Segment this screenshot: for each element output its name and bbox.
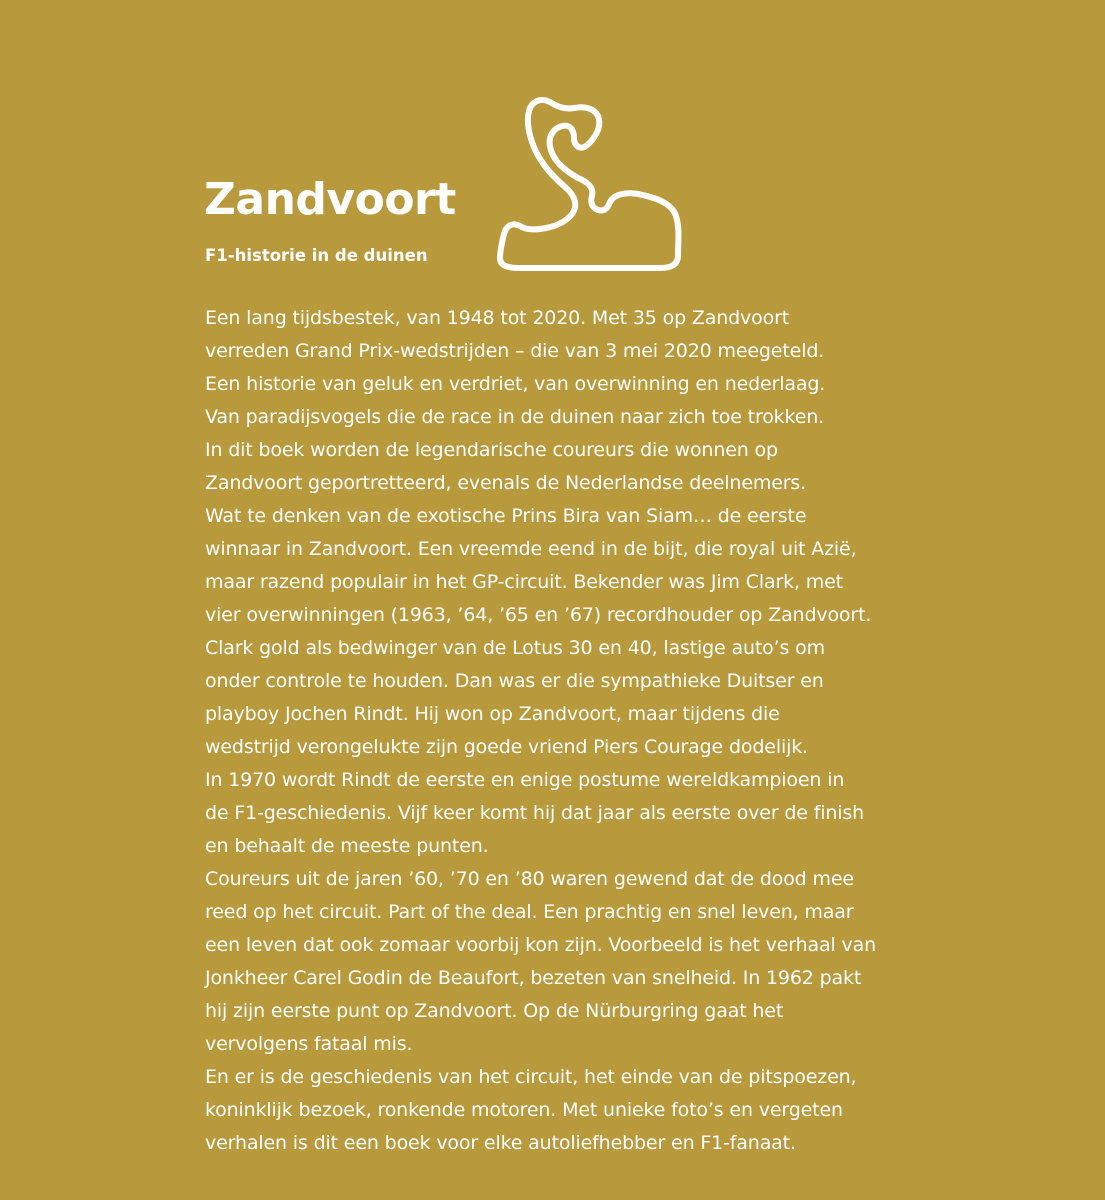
- text-line: maar razend populair in het GP-circuit. Bekender was Jim Clark, met: [205, 571, 843, 593]
- text-line: verreden Grand Prix-wedstrijden – die van 3 mei 2020 meegeteld.: [205, 340, 825, 362]
- text-line: winnaar in Zandvoort. Een vreemde eend in de bijt, die royal uit Azië,: [205, 538, 857, 560]
- page-title: Zandvoort: [204, 174, 456, 225]
- text-line: En er is de geschiedenis van het circuit, het einde van de pitspoezen,: [205, 1066, 857, 1088]
- text-line: Clark gold als bedwinger van de Lotus 30 en 40, lastige auto’s om: [205, 637, 826, 659]
- text-line: verhalen is dit een boek voor elke autoliefhebber en F1-fanaat.: [205, 1132, 796, 1154]
- text-line: een leven dat ook zomaar voorbij kon zijn. Voorbeeld is het verhaal van: [205, 934, 876, 956]
- text-line: Van paradijsvogels die de race in de duinen naar zich toe trokken.: [205, 406, 825, 428]
- text-line: Een lang tijdsbestek, van 1948 tot 2020. Met 35 op Zandvoort: [205, 307, 790, 329]
- text-line: reed op het circuit. Part of the deal. Een prachtig en snel leven, maar: [205, 901, 854, 923]
- text-line: Coureurs uit de jaren ’60, ’70 en ’80 waren gewend dat de dood mee: [205, 868, 854, 890]
- text-line: playboy Jochen Rindt. Hij won op Zandvoort, maar tijdens die: [205, 703, 780, 725]
- blurb-text: [205, 302, 1085, 1160]
- text-line: In dit boek worden de legendarische coureurs die wonnen op: [205, 439, 778, 461]
- text-line: wedstrijd verongelukte zijn goede vriend Piers Courage dodelijk.: [205, 736, 808, 758]
- text-line: Jonkheer Carel Godin de Beaufort, bezeten van snelheid. In 1962 pakt: [205, 967, 862, 989]
- text-line: In 1970 wordt Rindt de eerste en enige postume wereldkampioen in: [205, 769, 845, 791]
- circuit-track-icon: [480, 90, 720, 280]
- text-line: Wat te denken van de exotische Prins Bira van Siam… de eerste: [205, 505, 807, 527]
- text-line: Zandvoort geportretteerd, evenals de Nederlandse deelnemers.: [205, 472, 807, 494]
- page-subtitle: F1-historie in de duinen: [205, 246, 428, 265]
- text-line: Een historie van geluk en verdriet, van overwinning en nederlaag.: [205, 373, 826, 395]
- text-line: koninklijk bezoek, ronkende motoren. Met unieke foto’s en vergeten: [205, 1099, 843, 1121]
- text-line: de F1-geschiedenis. Vijf keer komt hij dat jaar als eerste over de finish: [205, 802, 865, 824]
- text-line: vervolgens fataal mis.: [205, 1033, 413, 1055]
- text-line: en behaalt de meeste punten.: [205, 835, 489, 857]
- text-line: hij zijn eerste punt op Zandvoort. Op de Nürburgring gaat het: [205, 1000, 784, 1022]
- text-line: onder controle te houden. Dan was er die sympathieke Duitser en: [205, 670, 824, 692]
- text-line: vier overwinningen (1963, ’64, ’65 en ’67) recordhouder op Zandvoort.: [205, 604, 872, 626]
